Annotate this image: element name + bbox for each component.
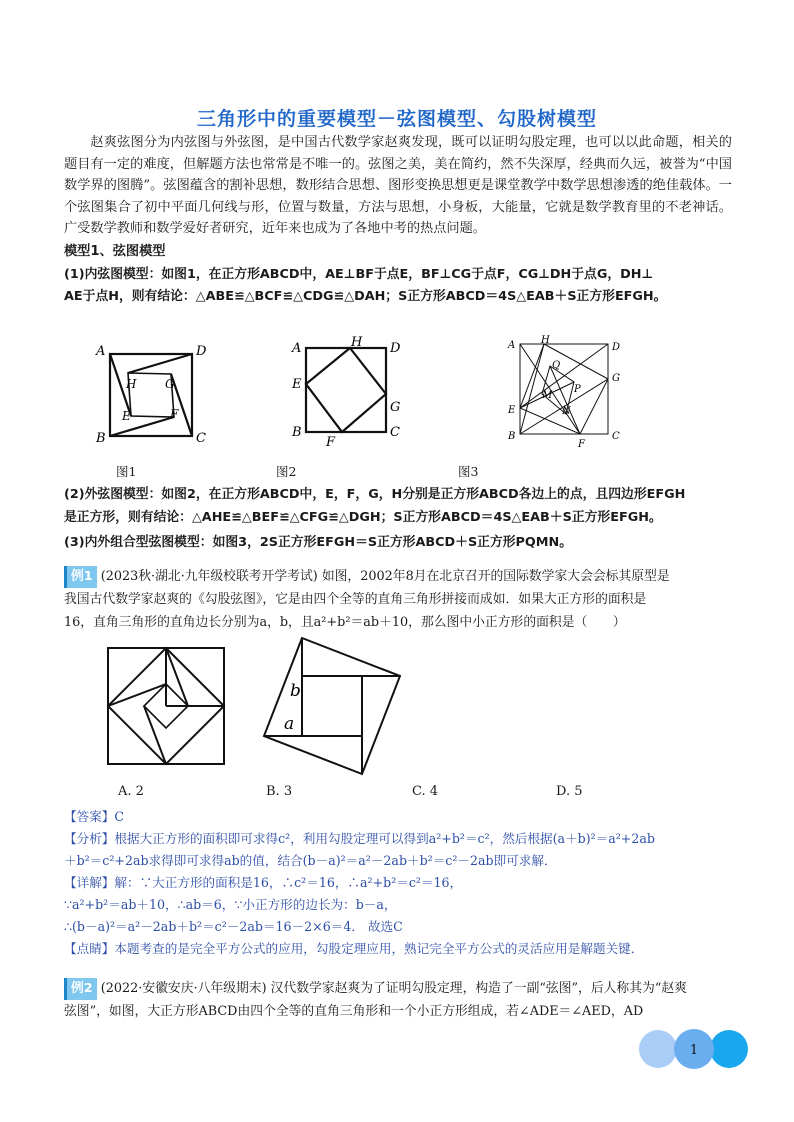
example1-tag: 例1 <box>64 566 97 588</box>
model1-heading: 模型1、弦图模型 <box>64 244 166 259</box>
fig1-label-g: G <box>165 377 175 391</box>
analysis-line1: 【分析】根据大正方形的面积即可求得c²，利用勾股定理可以得到a²+b²＝c²，然后根据(a＋b)²＝a²+2ab <box>64 831 655 846</box>
comment-line: 【点睛】本题考查的是完全平方公式的应用，勾股定理应用，熟记完全平方公式的灵活应用是解题关键． <box>64 941 644 956</box>
fig3-label-p: P <box>574 384 581 395</box>
fig3-label-b: B <box>508 431 516 442</box>
combo-model-line: (3)内外组合型弦图模型：如图3，2S正方形EFGH＝S正方形ABCD＋S正方形PQMN。 <box>64 535 573 550</box>
fig2-label-c: C <box>390 425 400 440</box>
analysis-line2: ＋b²＝c²+2ab求得即可求得ab的值，结合(b－a)²＝a²－2ab＋b²＝c²－2ab即可求解． <box>64 853 557 868</box>
choice-c[interactable]: C. 4 <box>412 784 439 799</box>
fig1-label-b: B <box>96 431 106 446</box>
fig2-label-g: G <box>390 400 401 415</box>
fig1-label-c: C <box>196 431 206 446</box>
fig1-label-h: H <box>126 377 137 391</box>
intro-paragraph: 赵爽弦图分为内弦图与外弦图，是中国古代数学家赵爽发现，既可以证明勾股定理，也可以以此命题，相关的题目有一定的难度，但解题方法也常常是不唯一的。弦图之美，美在简约，然不失深厚，经典而久远，被誉为“中国数学界的图腾”。弦图蕴含的割补思想，数形结合思想、图形变换思想更是课堂教学中数学思想渗透的绝佳载体。一个弦图集合了初中平面几何线与形，位置与数量，方法与思想，小身板，大能量，它就是数学教育里的不老神话。广受数学教师和数学爱好者研究，近年来也成为了各地中考的热点问题。 <box>64 135 732 237</box>
fig1-label-e: E <box>122 409 131 423</box>
outer-model-line1: (2)外弦图模型：如图2，在正方形ABCD中，E，F，G，H分别是正方形ABCD各边上的点，且四边形EFGH <box>64 487 686 502</box>
fig3-label-q: Q <box>552 360 561 371</box>
choice-b[interactable]: B. 3 <box>266 784 293 799</box>
example2-tag: 例2 <box>64 978 97 1000</box>
fig3-caption: 图3 <box>458 464 479 479</box>
fig3-label-g: G <box>612 373 620 384</box>
example2-line1-text: (2022·安徽安庆·八年级期末) 汉代数学家赵爽为了证明勾股定理，构造了一副“弦图”，后人称其为“赵爽 <box>100 981 687 996</box>
fig3-label-f: F <box>578 439 585 450</box>
detail-line1: 【详解】解：∵大正方形的面积是16，∴c²＝16，∴a²+b²＝c²＝16， <box>64 875 463 890</box>
fig3-label-h: H <box>541 335 550 346</box>
fig1-label-a: A <box>96 344 106 359</box>
inner-model-line2: AE于点H，则有结论：△ABE≌△BCF≌△CDG≌△DAH；S正方形ABCD＝4S△EAB＋S正方形EFGH。 <box>64 289 667 304</box>
example1-line2: 我国古代数学家赵爽的《勾股弦图》，它是由四个全等的直角三角形拼接而成如．如果大正方形的面积是 <box>64 592 647 607</box>
fig2-caption: 图2 <box>276 464 297 479</box>
fig3-label-c: C <box>612 431 620 442</box>
example2-line1 <box>64 978 734 1000</box>
answer-line: 【答案】C <box>64 809 125 824</box>
fig3-label-e: E <box>508 405 516 416</box>
example1-figure-square <box>104 644 230 770</box>
figure-1 <box>88 340 218 455</box>
detail-line3: ∴(b－a)²＝a²－2ab＋b²＝c²－2ab＝16－2×6＝4． 故选C <box>64 919 403 934</box>
fig1-label-d: D <box>196 344 207 359</box>
fig2-label-f: F <box>326 435 336 450</box>
example1-label-b: b <box>290 681 301 701</box>
page-number-badge <box>638 1028 750 1070</box>
fig2-label-h: H <box>351 335 363 350</box>
example2-line2: 弦图”，如图，大正方形ABCD由四个全等的直角三角形和一个小正方形组成，若∠ADE＝∠AED，AD <box>64 1004 644 1019</box>
inner-model-line1: (1)内弦图模型：如图1，在正方形ABCD中，AE⊥BF于点E，BF⊥CG于点F，CG⊥DH于点G，DH⊥ <box>64 267 654 282</box>
choice-a[interactable]: A. 2 <box>118 784 144 799</box>
outer-model-line2: 是正方形，则有结论：△AHE≌△BEF≌△CFG≌△DGH；S正方形ABCD＝4S△EAB＋S正方形EFGH。 <box>64 510 662 525</box>
fig2-label-e: E <box>292 377 302 392</box>
fig1-caption: 图1 <box>116 464 137 479</box>
page-number: 1 <box>689 1043 699 1058</box>
fig3-label-d: D <box>612 342 621 353</box>
example1-label-a: a <box>284 714 295 734</box>
fig3-label-a: A <box>508 340 516 351</box>
example1-figure-tilted <box>258 632 408 782</box>
example1-line3: 16，直角三角形的直角边长分别为a，b，且a²+b²＝ab＋10，那么图中小正方形的面积是（ ） <box>64 615 626 630</box>
fig3-label-n: N <box>562 406 571 417</box>
example1-line1 <box>64 566 734 588</box>
example1-line1-text: (2023秋·湖北·九年级校联考开学考试) 如图，2002年8月在北京召开的国际数学家大会会标其原型是 <box>100 569 670 584</box>
fig2-label-b: B <box>292 425 302 440</box>
detail-line2: ∵a²+b²＝ab＋10，∴ab＝6，∵小正方形的边长为：b－a， <box>64 897 397 912</box>
fig3-label-m: M <box>542 390 553 401</box>
fig2-label-a: A <box>292 341 302 356</box>
figure-3 <box>498 334 638 454</box>
figure-2 <box>288 334 408 452</box>
choice-d[interactable]: D. 5 <box>556 784 583 799</box>
fig2-label-d: D <box>390 341 401 356</box>
fig1-label-f: F <box>170 407 179 421</box>
page-title: 三角形中的重要模型－弦图模型、勾股树模型 <box>196 108 597 130</box>
